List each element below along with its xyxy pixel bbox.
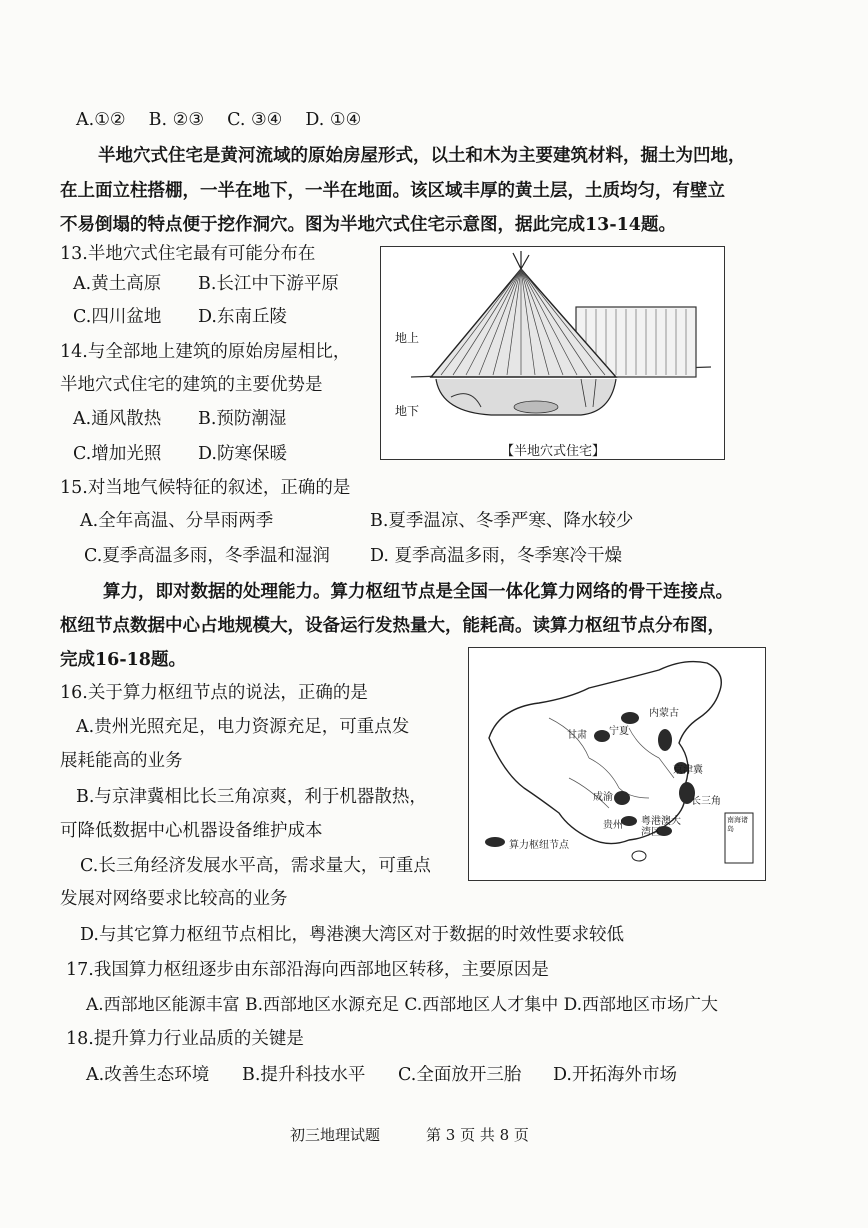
label-below-ground: 地下 (395, 404, 420, 418)
q15-option-a[interactable]: A.全年高温、分旱雨两季 (80, 511, 274, 531)
q14-option-c[interactable]: C.增加光照 (73, 444, 162, 464)
q16-stem: 16.关于算力枢纽节点的说法，正确的是 (60, 683, 368, 703)
q14-stem-line2: 半地穴式住宅的建筑的主要优势是 (60, 375, 323, 395)
q16-option-b-line1[interactable]: B.与京津冀相比长三角凉爽，利于机器散热， (76, 787, 427, 807)
q18-option-d[interactable]: D.开拓海外市场 (553, 1065, 677, 1085)
q16-option-b-line2[interactable]: 可降低数据中心机器设备维护成本 (60, 821, 323, 841)
map-label-changsanjiao: 长三角 (691, 796, 721, 807)
footer-title: 初三地理试题 (290, 1126, 381, 1144)
q18-option-b[interactable]: B.提升科技水平 (242, 1065, 366, 1085)
passage1-line2: 在上面立柱搭棚，一半在地下，一半在地面。该区域丰厚的黄土层，土质均匀，有壁立 (60, 181, 725, 201)
map-label-south-sea: 南海诸岛 (727, 816, 748, 833)
computing-hub-map (468, 647, 766, 881)
q16-option-a-line2[interactable]: 展耗能高的业务 (60, 751, 183, 771)
passage2-line2: 枢纽节点数据中心占地规模大，设备运行发热量大，能耗高。读算力枢纽节点分布图， (60, 616, 725, 636)
map-label-gansu: 甘肃 (567, 730, 587, 741)
map-label-yuegangao: 粤港澳大湾区 (641, 816, 681, 838)
q15-stem: 15.对当地气候特征的叙述，正确的是 (60, 478, 351, 498)
q13-option-a[interactable]: A.黄土高原 (73, 274, 162, 294)
map-legend-label: 算力枢纽节点 (509, 840, 569, 851)
house-figure (380, 246, 725, 460)
map-label-chengyu: 成渝 (593, 792, 613, 803)
q18-option-a[interactable]: A.改善生态环境 (86, 1065, 210, 1085)
q16-option-a-line1[interactable]: A.贵州光照充足，电力资源充足，可重点发 (76, 717, 410, 737)
map-label-neimenggu: 内蒙古 (649, 708, 679, 719)
q12-options: A.①② B. ②③ C. ③④ D. ①④ (76, 110, 362, 130)
passage2-line3: 完成16-18题。 (60, 650, 186, 670)
q14-option-a[interactable]: A.通风散热 (73, 409, 162, 429)
q15-option-d[interactable]: D. 夏季高温多雨，冬季寒冷干燥 (370, 546, 623, 566)
q13-option-c[interactable]: C.四川盆地 (73, 307, 162, 327)
q13-option-b[interactable]: B.长江中下游平原 (198, 274, 339, 294)
q16-option-d[interactable]: D.与其它算力枢纽节点相比，粤港澳大湾区对于数据的时效性要求较低 (80, 925, 624, 945)
map-label-guizhou: 贵州 (603, 820, 623, 831)
q14-option-d[interactable]: D.防寒保暖 (198, 444, 287, 464)
q13-stem: 13.半地穴式住宅最有可能分布在 (60, 244, 316, 264)
q15-option-b[interactable]: B.夏季温凉、冬季严寒、降水较少 (370, 511, 634, 531)
q16-option-c-line2[interactable]: 发展对网络要求比较高的业务 (60, 889, 288, 909)
q14-option-b[interactable]: B.预防潮湿 (198, 409, 287, 429)
q15-option-c[interactable]: C.夏季高温多雨，冬季温和湿润 (84, 546, 330, 566)
q16-option-c-line1[interactable]: C.长三角经济发展水平高，需求量大，可重点 (80, 856, 431, 876)
house-figure-caption: 【半地穴式住宅】 (501, 444, 606, 459)
passage1-line3: 不易倒塌的特点便于挖作洞穴。图为半地穴式住宅示意图，据此完成13-14题。 (60, 215, 676, 235)
q18-stem: 18.提升算力行业品质的关键是 (66, 1029, 304, 1049)
label-above-ground: 地上 (395, 331, 420, 345)
passage1-line1: 半地穴式住宅是黄河流域的原始房屋形式，以土和木为主要建筑材料，掘土为凹地， (98, 146, 746, 166)
map-label-jingjinji: 京津冀 (673, 765, 703, 776)
footer-page-number: 第 3 页 共 8 页 (426, 1126, 529, 1144)
q17-stem: 17.我国算力枢纽逐步由东部沿海向西部地区转移，主要原因是 (66, 960, 549, 980)
q14-stem-line1: 14.与全部地上建筑的原始房屋相比， (60, 342, 351, 362)
q18-option-c[interactable]: C.全面放开三胎 (398, 1065, 522, 1085)
passage2-line1: 算力，即对数据的处理能力。算力枢纽节点是全国一体化算力网络的骨干连接点。 (103, 582, 733, 602)
house-illustration (381, 247, 724, 459)
map-label-ningxia: 宁夏 (609, 726, 629, 737)
q13-option-d[interactable]: D.东南丘陵 (198, 307, 287, 327)
q17-options[interactable]: A.西部地区能源丰富 B.西部地区水源充足 C.西部地区人才集中 D.西部地区市场广大 (86, 995, 719, 1015)
